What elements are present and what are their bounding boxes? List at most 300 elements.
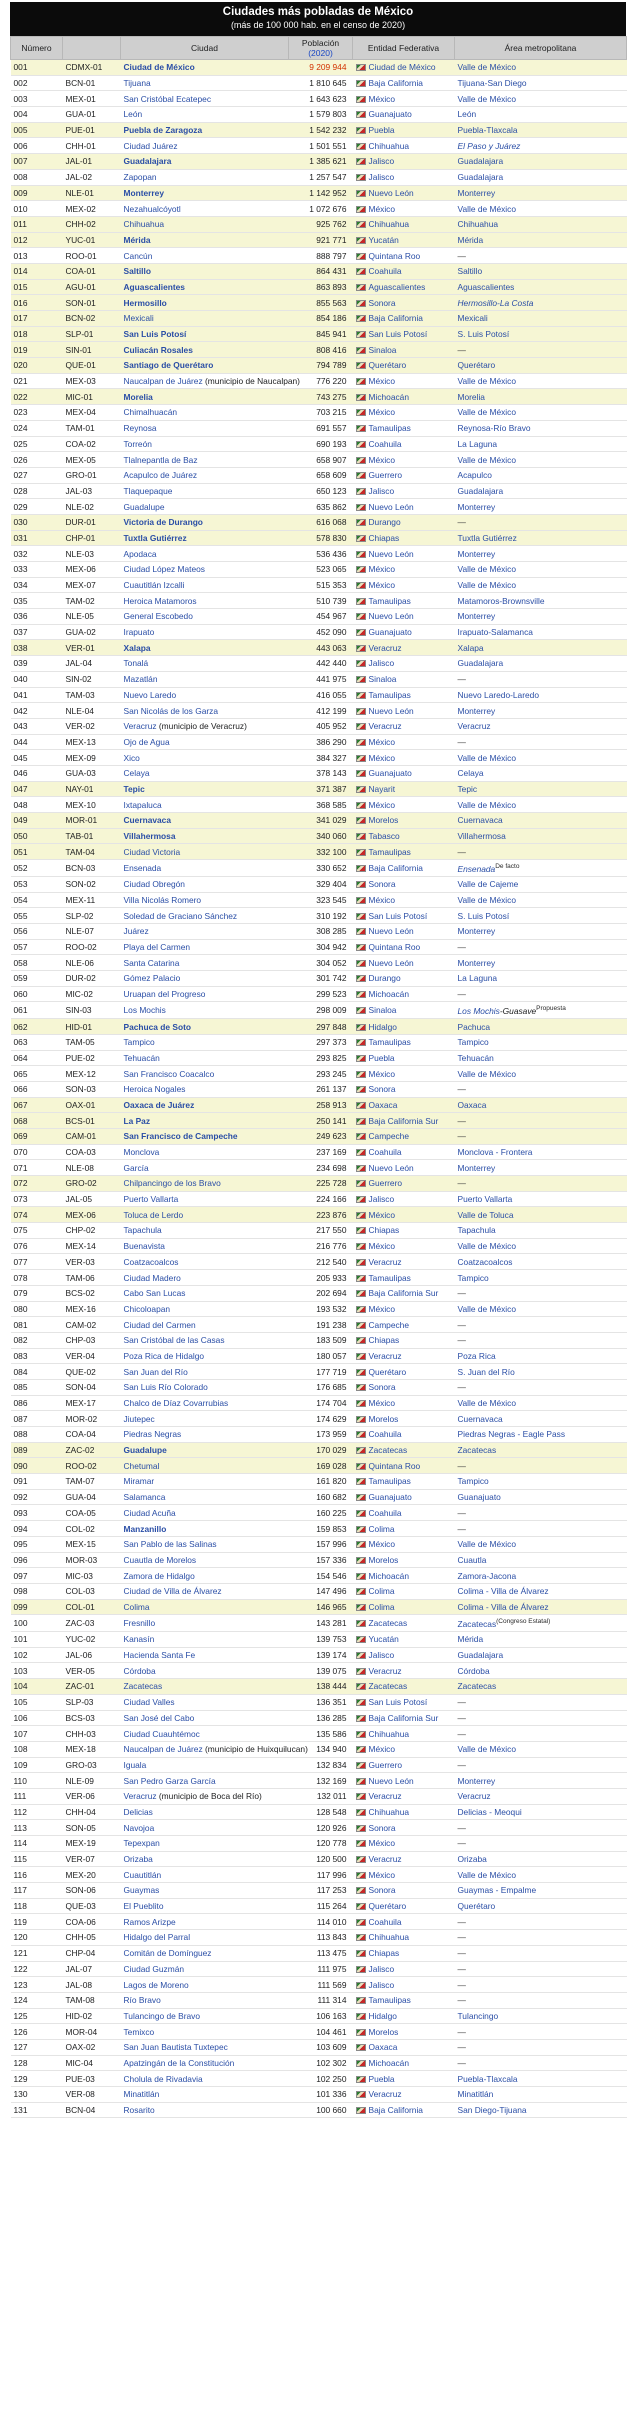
city-link[interactable]: Chalco de Díaz Covarrubias (123, 1398, 229, 1408)
state-link[interactable]: Tamaulipas (368, 423, 411, 434)
state-link[interactable]: Zacatecas (368, 1445, 408, 1456)
state-link[interactable]: México (368, 580, 396, 591)
city-link[interactable]: Tampico (123, 1037, 155, 1048)
state-link[interactable]: Tamaulipas (368, 1272, 411, 1283)
state-link[interactable]: San Luis Potosí (368, 1697, 428, 1708)
metro-area-link[interactable]: Puebla-Tlaxcala (457, 2073, 518, 2084)
state-link[interactable]: Jalisco (368, 172, 395, 183)
metro-area-link[interactable]: Tulancingo (457, 2010, 499, 2021)
city-link[interactable]: Villahermosa (123, 831, 176, 842)
city-link[interactable]: Guaymas (123, 1885, 160, 1896)
metro-area-link[interactable]: León (457, 109, 477, 120)
metro-area-link[interactable]: Valle de México (457, 1869, 516, 1880)
city-link[interactable]: Córdoba (123, 1665, 156, 1676)
city-link[interactable]: Ramos Arizpe (123, 1916, 176, 1927)
state-link[interactable]: México (368, 564, 396, 575)
metro-area-link[interactable]: Guaymas - Empalme (457, 1885, 537, 1896)
state-link[interactable]: Chihuahua (368, 1932, 410, 1943)
state-link[interactable]: Guanajuato (368, 627, 412, 638)
city-link[interactable]: Los Mochis (123, 1005, 166, 1016)
state-link[interactable]: Jalisco (368, 1963, 395, 1974)
state-link[interactable]: Chiapas (368, 1948, 400, 1959)
metro-area-link[interactable]: San Diego-Tijuana (457, 2105, 527, 2116)
metro-area-link[interactable]: Villahermosa (457, 831, 506, 842)
city-link[interactable]: San Francisco de Campeche (123, 1131, 238, 1142)
state-link[interactable]: Michoacán (368, 2057, 410, 2068)
city-link[interactable]: Culiacán Rosales (123, 344, 193, 355)
metro-area-link[interactable]: Tuxtla Gutiérrez (457, 532, 517, 543)
metro-area-link[interactable]: Minatitlán (457, 2089, 494, 2100)
metro-area-link[interactable]: Poza Rica (457, 1350, 496, 1361)
state-link[interactable]: México (368, 894, 396, 905)
city-link[interactable]: Cabo San Lucas (123, 1288, 186, 1299)
state-link[interactable]: Veracruz (368, 1350, 402, 1361)
metro-area-link[interactable]: Cuautla (457, 1554, 487, 1565)
city-link[interactable]: San Luis Potosí (123, 329, 187, 340)
state-link[interactable]: Veracruz (368, 1791, 402, 1802)
header-entidad[interactable] (353, 37, 455, 60)
state-link[interactable]: Morelos (368, 815, 399, 826)
city-link[interactable]: Kanasín (123, 1634, 155, 1645)
state-link[interactable]: Guanajuato (368, 768, 412, 779)
city-link[interactable]: Puerto Vallarta (123, 1194, 179, 1205)
city-link[interactable]: Monterrey (123, 187, 164, 198)
metro-area-link[interactable]: Córdoba (457, 1665, 490, 1676)
city-link[interactable]: Morelia (123, 391, 153, 402)
metro-area-link[interactable]: Tehuacán (457, 1052, 494, 1063)
city-link[interactable]: Salamanca (123, 1492, 166, 1503)
city-link[interactable]: Guadalupe (123, 1445, 167, 1456)
city-link[interactable]: Tepexpan (123, 1838, 160, 1849)
city-link[interactable]: Chetumal (123, 1460, 160, 1471)
city-link[interactable]: Chilpancingo de los Bravo (123, 1178, 221, 1189)
state-link[interactable]: Veracruz (368, 1854, 402, 1865)
metro-area-link[interactable]: Valle de México (457, 203, 516, 214)
city-link[interactable]: Heroica Matamoros (123, 595, 197, 606)
metro-area-link[interactable]: La Laguna (457, 438, 498, 449)
city-link[interactable]: Santiago de Querétaro (123, 360, 214, 371)
state-link[interactable]: Jalisco (368, 485, 395, 496)
metro-area-link[interactable]: Ensenada (457, 863, 496, 874)
state-link[interactable]: Guerrero (368, 1759, 403, 1770)
city-link[interactable]: Villa Nicolás Romero (123, 894, 202, 905)
metro-area-link[interactable]: Mérida (457, 234, 484, 245)
city-link[interactable]: Chicoloapan (123, 1303, 171, 1314)
state-link[interactable]: Chihuahua (368, 219, 410, 230)
city-link[interactable]: Xico (123, 752, 140, 763)
city-link[interactable]: Ciudad Valles (123, 1697, 175, 1708)
city-link[interactable]: Cuautla de Morelos (123, 1554, 197, 1565)
metro-area-link[interactable]: El Paso y Juárez (457, 140, 521, 151)
state-link[interactable]: Oaxaca (368, 2042, 398, 2053)
metro-area-link[interactable]: Veracruz (457, 721, 491, 732)
metro-area-link[interactable]: Tampico (457, 1037, 489, 1048)
state-link[interactable]: Tamaulipas (368, 846, 411, 857)
city-link[interactable]: Nuevo Laredo (123, 689, 177, 700)
metro-area-link[interactable]: S. Juan del Río (457, 1366, 515, 1377)
metro-area-link[interactable]: Tepic (457, 783, 478, 794)
metro-area-link[interactable]: Monterrey (457, 1775, 496, 1786)
metro-area-link[interactable]: Cuernavaca (457, 1413, 503, 1424)
city-link[interactable]: Tehuacán (123, 1052, 160, 1063)
state-link[interactable]: Sonora (368, 1822, 396, 1833)
header-poblacion-year-link[interactable]: (2020) (308, 48, 333, 58)
metro-area-link[interactable]: Matamoros-Brownsville (457, 595, 545, 606)
metro-area-link[interactable]: Colima - Villa de Álvarez (457, 1586, 549, 1597)
city-link[interactable]: San Cristóbal Ecatepec (123, 93, 212, 104)
city-link[interactable]: Monclova (123, 1147, 160, 1157)
metro-area-link[interactable]: Guadalajara (457, 485, 504, 496)
city-link[interactable]: Cuautitlán (123, 1869, 162, 1880)
city-link[interactable]: Ciudad Obregón (123, 879, 185, 890)
metro-area-link[interactable]: Monterrey (457, 611, 496, 622)
state-link[interactable]: México (368, 1744, 396, 1755)
city-link[interactable]: Pachuca de Soto (123, 1021, 191, 1032)
city-link[interactable]: Navojoa (123, 1822, 155, 1833)
metro-area-link[interactable]: Valle de México (457, 1398, 516, 1408)
city-link[interactable]: Tonalá (123, 658, 149, 669)
state-link[interactable]: Nuevo León (368, 611, 414, 622)
city-link[interactable]: Hacienda Santa Fe (123, 1650, 196, 1661)
city-link[interactable]: Ensenada (123, 862, 162, 873)
state-link[interactable]: Aguascalientes (368, 281, 426, 292)
state-link[interactable]: Yucatán (368, 1634, 399, 1645)
city-link[interactable]: Mexicali (123, 313, 154, 324)
state-link[interactable]: Sonora (368, 1084, 396, 1095)
state-link[interactable]: Baja California Sur (368, 1115, 439, 1126)
city-link[interactable]: Tepic (123, 783, 145, 794)
state-link[interactable]: Sinaloa (368, 674, 397, 685)
state-link[interactable]: Puebla (368, 1052, 395, 1063)
state-link[interactable]: Jalisco (368, 1194, 395, 1205)
metro-area-link[interactable]: Guadalajara (457, 658, 504, 669)
metro-area-link[interactable]: Valle de México (457, 1303, 516, 1314)
metro-area-link[interactable]: Querétaro (457, 360, 496, 371)
state-link[interactable]: México (368, 1869, 396, 1880)
state-link[interactable]: Guerrero (368, 470, 403, 481)
state-link[interactable]: Guanajuato (368, 109, 412, 120)
city-link[interactable]: Guadalupe (123, 501, 165, 512)
state-link[interactable]: Nuevo León (368, 1162, 414, 1173)
state-link[interactable]: México (368, 1068, 396, 1079)
city-link[interactable]: Cuautitlán Izcalli (123, 580, 185, 591)
metro-area-link[interactable]: Mexicali (457, 313, 488, 324)
metro-area-link[interactable]: Tijuana-San Diego (457, 78, 527, 89)
state-link[interactable]: Nuevo León (368, 1775, 414, 1786)
city-link[interactable]: Tulancingo de Bravo (123, 2010, 201, 2021)
metro-area-link[interactable]: Monterrey (457, 926, 496, 937)
city-link[interactable]: Miramar (123, 1476, 155, 1487)
metro-area-link[interactable]: Valle de México (457, 799, 516, 810)
city-link[interactable]: Uruapan del Progreso (123, 989, 206, 1000)
state-link[interactable]: Tabasco (368, 831, 400, 842)
city-link[interactable]: Saltillo (123, 266, 151, 277)
metro-area-link[interactable]: Monclova - Frontera (457, 1147, 533, 1157)
state-link[interactable]: Coahuila (368, 1916, 402, 1927)
metro-area-link[interactable]: Guadalajara (457, 156, 504, 167)
state-link[interactable]: Jalisco (368, 1650, 395, 1661)
state-link[interactable]: Coahuila (368, 1429, 402, 1440)
metro-area-link[interactable]: Cuernavaca (457, 815, 503, 826)
state-link[interactable]: Chihuahua (368, 1728, 410, 1739)
city-link[interactable]: Mérida (123, 234, 151, 245)
state-link[interactable]: Sonora (368, 1382, 396, 1393)
state-link[interactable]: México (368, 736, 396, 747)
metro-area-link[interactable]: Tampico (457, 1476, 489, 1487)
metro-area-link[interactable]: Valle de México (457, 1539, 516, 1550)
city-link[interactable]: Cancún (123, 250, 153, 261)
city-link[interactable]: Chimalhuacán (123, 407, 178, 418)
state-link[interactable]: Nayarit (368, 783, 396, 794)
state-link[interactable]: Durango (368, 973, 401, 984)
metro-area-link[interactable]: Querétaro (457, 1901, 496, 1912)
city-link[interactable]: Colima (123, 1601, 150, 1612)
metro-area-link[interactable]: Valle de México (457, 894, 516, 905)
city-link[interactable]: Ciudad Juárez (123, 140, 178, 151)
state-link[interactable]: Nuevo León (368, 501, 414, 512)
state-link[interactable]: Quintana Roo (368, 941, 421, 952)
state-link[interactable]: Michoacán (368, 1570, 410, 1581)
city-link[interactable]: San Pedro Garza García (123, 1775, 216, 1786)
city-link[interactable]: Ciudad Cuauhtémoc (123, 1728, 200, 1739)
state-link[interactable]: Chiapas (368, 1225, 400, 1236)
metro-area-link[interactable]: Valle de México (457, 1068, 516, 1079)
city-link[interactable]: San Pablo de las Salinas (123, 1539, 217, 1550)
metro-area-link[interactable]: Piedras Negras - Eagle Pass (457, 1429, 566, 1440)
city-link[interactable]: Toluca de Lerdo (123, 1209, 184, 1220)
city-link[interactable]: Heroica Nogales (123, 1084, 186, 1095)
city-link[interactable]: Hidalgo del Parral (123, 1932, 191, 1943)
state-link[interactable]: Guerrero (368, 1178, 403, 1189)
city-link[interactable]: Ixtapaluca (123, 799, 162, 810)
state-link[interactable]: Veracruz (368, 1256, 402, 1267)
state-link[interactable]: Yucatán (368, 234, 399, 245)
city-link[interactable]: Hermosillo (123, 297, 167, 308)
state-link[interactable]: Tamaulipas (368, 595, 411, 606)
state-link[interactable]: Tamaulipas (368, 1995, 411, 2006)
state-link[interactable]: Coahuila (368, 1147, 402, 1157)
header-numero[interactable] (11, 37, 63, 60)
state-link[interactable]: Querétaro (368, 360, 407, 371)
metro-area-link[interactable]: Xalapa (457, 642, 484, 653)
state-link[interactable]: Coahuila (368, 266, 402, 277)
city-link[interactable]: Piedras Negras (123, 1429, 182, 1440)
state-link[interactable]: Nuevo León (368, 957, 414, 968)
state-link[interactable]: México (368, 1838, 396, 1849)
city-link[interactable]: Manzanillo (123, 1523, 167, 1534)
state-link[interactable]: Veracruz (368, 721, 402, 732)
city-link[interactable]: Coatzacoalcos (123, 1256, 179, 1267)
state-link[interactable]: Nuevo León (368, 187, 414, 198)
city-link[interactable]: Lagos de Moreno (123, 1979, 189, 1990)
metro-area-link[interactable]: Nuevo Laredo-Laredo (457, 689, 539, 700)
city-link[interactable]: Ciudad Acuña (123, 1507, 176, 1518)
state-link[interactable]: Sinaloa (368, 1005, 397, 1016)
state-link[interactable]: Baja California (368, 313, 423, 324)
metro-area-link[interactable]: Morelia (457, 391, 485, 402)
header-area[interactable] (455, 37, 627, 60)
metro-area-link[interactable]: Valle de México (457, 454, 516, 465)
city-link[interactable]: Victoria de Durango (123, 517, 203, 528)
header-ciudad[interactable] (121, 37, 289, 60)
state-link[interactable]: Chiapas (368, 1335, 400, 1346)
state-link[interactable]: México (368, 1539, 396, 1550)
city-link[interactable]: Jiutepec (123, 1413, 155, 1424)
metro-area-link[interactable]: Mérida (457, 1634, 484, 1645)
state-link[interactable]: Baja California Sur (368, 1288, 439, 1299)
state-link[interactable]: Veracruz (368, 642, 402, 653)
metro-area-link[interactable]: Acapulco (457, 470, 492, 481)
city-link[interactable]: Acapulco de Juárez (123, 470, 198, 481)
header-poblacion[interactable] (289, 37, 353, 60)
state-link[interactable]: Querétaro (368, 1901, 407, 1912)
metro-area-link[interactable]: Zacatecas (457, 1445, 497, 1456)
city-link[interactable]: El Pueblito (123, 1901, 164, 1912)
state-link[interactable]: San Luis Potosí (368, 329, 428, 340)
city-link[interactable]: Rosarito (123, 2105, 155, 2116)
metro-area-link[interactable]: Zacatecas (457, 1619, 497, 1630)
state-link[interactable]: Chihuahua (368, 140, 410, 151)
metro-area-link[interactable]: Tampico (457, 1272, 489, 1283)
state-link[interactable]: Sonora (368, 879, 396, 890)
metro-area-link[interactable]: Monterrey (457, 187, 496, 198)
city-link[interactable]: Buenavista (123, 1241, 165, 1252)
state-link[interactable]: Tamaulipas (368, 689, 411, 700)
state-link[interactable]: Tamaulipas (368, 1037, 411, 1048)
city-link[interactable]: Mazatlán (123, 674, 158, 685)
city-link[interactable]: Chihuahua (123, 219, 165, 230)
metro-area-link[interactable]: Delicias - Meoqui (457, 1806, 522, 1817)
metro-area-link[interactable]: Guadalajara (457, 172, 504, 183)
city-link[interactable]: La Paz (123, 1115, 151, 1126)
state-link[interactable]: Chiapas (368, 532, 400, 543)
city-link[interactable]: Ciudad de México (123, 62, 195, 73)
metro-area-link[interactable]: Valle de México (457, 62, 516, 73)
metro-area-link[interactable]: Veracruz (457, 1791, 491, 1802)
state-link[interactable]: Sonora (368, 1885, 396, 1896)
city-link[interactable]: Xalapa (123, 642, 151, 653)
metro-area-link[interactable]: Hermosillo-La Costa (457, 297, 534, 308)
metro-area-link[interactable]: Valle de México (457, 580, 516, 591)
city-link[interactable]: Zacatecas (123, 1681, 163, 1692)
city-link[interactable]: San José del Cabo (123, 1712, 195, 1723)
city-link[interactable]: Juárez (123, 926, 149, 937)
city-link[interactable]: Apatzingán de la Constitución (123, 2057, 235, 2068)
state-link[interactable]: Baja California (368, 78, 423, 89)
state-link[interactable]: México (368, 203, 396, 214)
city-link[interactable]: San Luis Río Colorado (123, 1382, 208, 1393)
state-link[interactable]: México (368, 1241, 396, 1252)
city-link[interactable]: Comitán de Domínguez (123, 1948, 212, 1959)
city-link[interactable]: Poza Rica de Hidalgo (123, 1350, 205, 1361)
metro-area-link[interactable]: Oaxaca (457, 1099, 487, 1110)
metro-area-link[interactable]: Monterrey (457, 957, 496, 968)
city-link[interactable]: Iguala (123, 1759, 147, 1770)
state-link[interactable]: México (368, 752, 396, 763)
city-link[interactable]: San Juan del Río (123, 1366, 188, 1377)
city-link[interactable]: Temixco (123, 2026, 155, 2037)
city-link[interactable]: Cuernavaca (123, 815, 171, 826)
metro-area-link[interactable]: S. Luis Potosí (457, 329, 510, 340)
metro-area-link[interactable]: Monterrey (457, 501, 496, 512)
metro-area-link[interactable]: Irapuato-Salamanca (457, 627, 533, 638)
state-link[interactable]: Veracruz (368, 1665, 402, 1676)
state-link[interactable]: Hidalgo (368, 1021, 397, 1032)
city-link[interactable]: Apodaca (123, 548, 157, 559)
state-link[interactable]: Jalisco (368, 658, 395, 669)
city-link[interactable]: Aguascalientes (123, 281, 185, 292)
state-link[interactable]: Nuevo León (368, 548, 414, 559)
city-link[interactable]: Tijuana (123, 78, 151, 89)
metro-area-link[interactable]: Reynosa-Río Bravo (457, 423, 531, 434)
metro-area-link[interactable]: Zamora-Jacona (457, 1570, 517, 1581)
city-link[interactable]: San Francisco Coacalco (123, 1068, 215, 1079)
state-link[interactable]: Puebla (368, 125, 395, 136)
state-link[interactable]: Coahuila (368, 438, 402, 449)
city-link[interactable]: García (123, 1162, 149, 1173)
state-link[interactable]: Jalisco (368, 156, 395, 167)
city-link[interactable]: Tapachula (123, 1225, 162, 1236)
city-link[interactable]: Cholula de Rivadavia (123, 2073, 203, 2084)
metro-area-link[interactable]: Monterrey (457, 705, 496, 716)
state-link[interactable]: Zacatecas (368, 1681, 408, 1692)
state-link[interactable]: Guanajuato (368, 1492, 412, 1503)
state-link[interactable]: Campeche (368, 1131, 410, 1142)
metro-area-link[interactable]: Tapachula (457, 1225, 496, 1236)
metro-area-link[interactable]: Valle de México (457, 1241, 516, 1252)
city-link[interactable]: Zamora de Hidalgo (123, 1570, 195, 1581)
metro-area-link[interactable]: Valle de Toluca (457, 1209, 514, 1220)
state-link[interactable]: San Luis Potosí (368, 910, 428, 921)
state-link[interactable]: Durango (368, 517, 401, 528)
city-link[interactable]: Veracruz (123, 1791, 157, 1802)
state-link[interactable]: Morelos (368, 1413, 399, 1424)
metro-area-link[interactable]: S. Luis Potosí (457, 910, 510, 921)
state-link[interactable]: Sinaloa (368, 344, 397, 355)
metro-area-link[interactable]: Zacatecas (457, 1681, 497, 1692)
city-link[interactable]: Puebla de Zaragoza (123, 125, 203, 136)
city-link[interactable]: Tlaquepaque (123, 485, 173, 496)
metro-area-link[interactable]: Pachuca (457, 1021, 491, 1032)
header-codigo[interactable] (63, 37, 121, 60)
metro-area-link[interactable]: Puebla-Tlaxcala (457, 125, 518, 136)
state-link[interactable]: Puebla (368, 2073, 395, 2084)
city-link[interactable]: Nezahualcóyotl (123, 203, 181, 214)
metro-area-link[interactable]: Coatzacoalcos (457, 1256, 513, 1267)
city-link[interactable]: Ciudad López Mateos (123, 564, 205, 575)
state-link[interactable]: Zacatecas (368, 1618, 408, 1629)
metro-area-link[interactable]: Puerto Vallarta (457, 1194, 513, 1205)
city-link[interactable]: León (123, 109, 143, 120)
city-link[interactable]: Oaxaca de Juárez (123, 1099, 195, 1110)
state-link[interactable]: Morelos (368, 2026, 399, 2037)
city-link[interactable]: Irapuato (123, 627, 155, 638)
state-link[interactable]: México (368, 407, 396, 418)
city-link[interactable]: Tuxtla Gutiérrez (123, 532, 187, 543)
metro-area-link[interactable]: Valle de México (457, 376, 516, 387)
city-link[interactable]: San Nicolás de los Garza (123, 705, 218, 716)
state-link[interactable]: México (368, 1303, 396, 1314)
city-link[interactable]: San Juan Bautista Tuxtepec (123, 2042, 228, 2053)
metro-area-link[interactable]: Guadalajara (457, 1650, 504, 1661)
metro-area-link[interactable]: Monterrey (457, 1162, 496, 1173)
state-link[interactable]: Baja California Sur (368, 1712, 439, 1723)
city-link[interactable]: Reynosa (123, 423, 157, 434)
metro-area-link[interactable]: Celaya (457, 768, 484, 779)
state-link[interactable]: Sonora (368, 297, 396, 308)
city-link[interactable]: Orizaba (123, 1854, 153, 1865)
state-link[interactable]: Nuevo León (368, 926, 414, 937)
